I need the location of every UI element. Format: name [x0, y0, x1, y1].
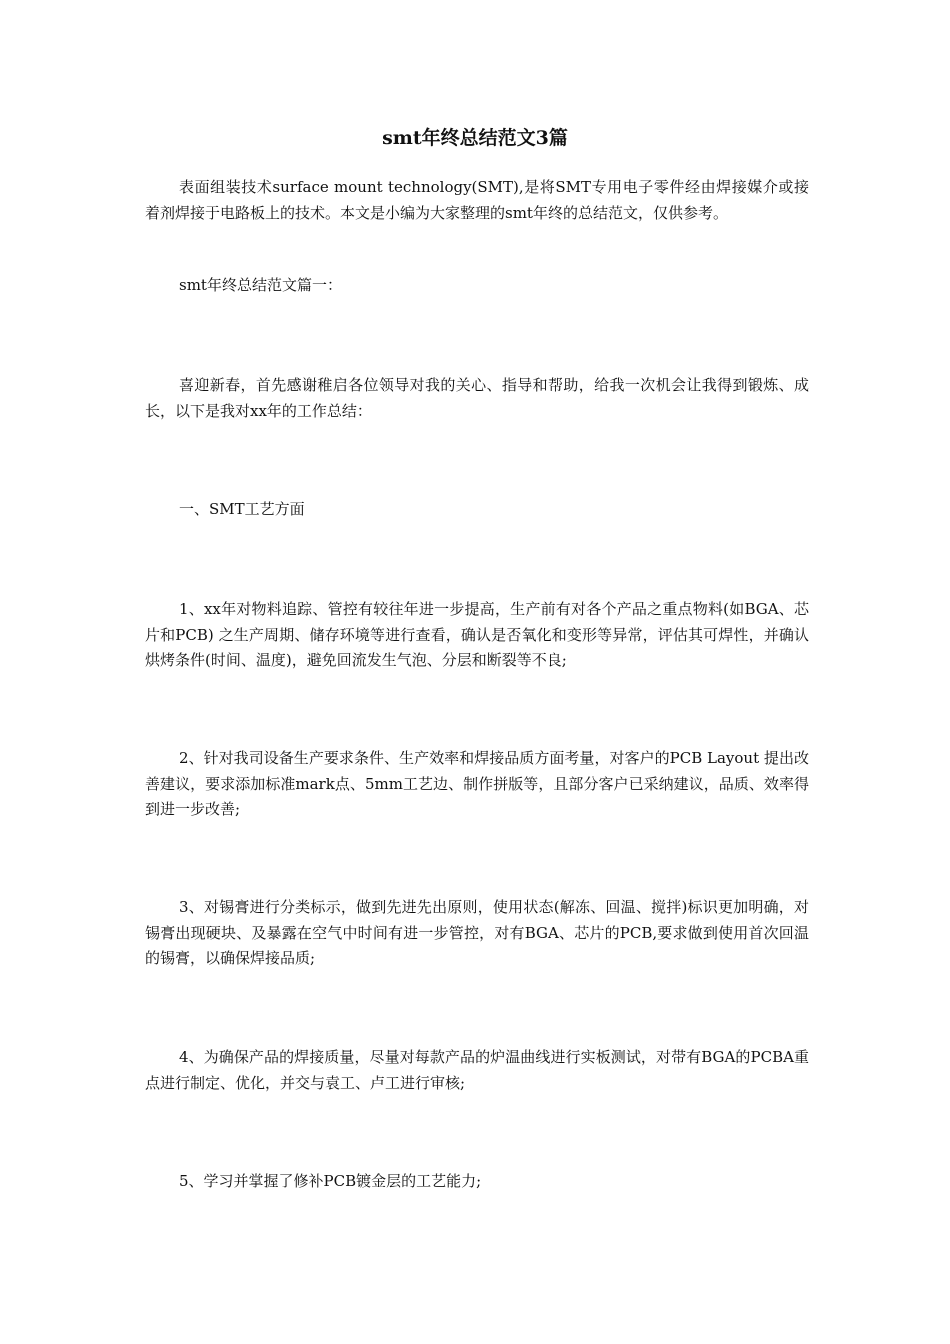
section-heading: smt年终总结范文篇一： [179, 276, 342, 294]
document-title: smt年终总结范文3篇 [382, 127, 568, 149]
subheading: 一、SMT工艺方面 [179, 500, 305, 518]
list-item: 2、针对我司设备生产要求条件、生产效率和焊接品质方面考量，对客户的PCB Layout 提出改善建议，要求添加标准mark点、5mm工艺边、制作拼版等，且部分客户已采纳建议，品质、效率得到进一步改善; [145, 749, 809, 818]
list-item: 1、xx年对物料追踪、管控有较往年进一步提高，生产前有对各个产品之重点物料(如BGA、芯片和PCB) 之生产周期、储存环境等进行查看，确认是否氧化和变形等异常，评估其可焊性，并确认烘烤条件(时间、温度)，避免回流发生气泡、分层和断裂等不良; [145, 600, 809, 669]
list-item: 5、学习并掌握了修补PCB镀金层的工艺能力; [179, 1172, 482, 1190]
greeting-paragraph: 喜迎新春，首先感谢稚启各位领导对我的关心、指导和帮助，给我一次机会让我得到锻炼、成长，以下是我对xx年的工作总结： [145, 376, 809, 420]
intro-paragraph: 表面组装技术surface mount technology(SMT),是将SMT专用电子零件经由焊接媒介或接着剂焊接于电路板上的技术。本文是小编为大家整理的smt年终的总结范文，仅供参考。 [145, 178, 809, 222]
list-item: 4、为确保产品的焊接质量，尽量对每款产品的炉温曲线进行实板测试，对带有BGA的PCBA重点进行制定、优化，并交与袁工、卢工进行审核; [145, 1048, 809, 1092]
list-item: 3、对锡膏进行分类标示，做到先进先出原则，使用状态(解冻、回温、搅拌)标识更加明确，对锡膏出现硬块、及暴露在空气中时间有进一步管控，对有BGA、芯片的PCB,要求做到使用首次回温的锡膏，以确保焊接品质; [145, 898, 809, 967]
